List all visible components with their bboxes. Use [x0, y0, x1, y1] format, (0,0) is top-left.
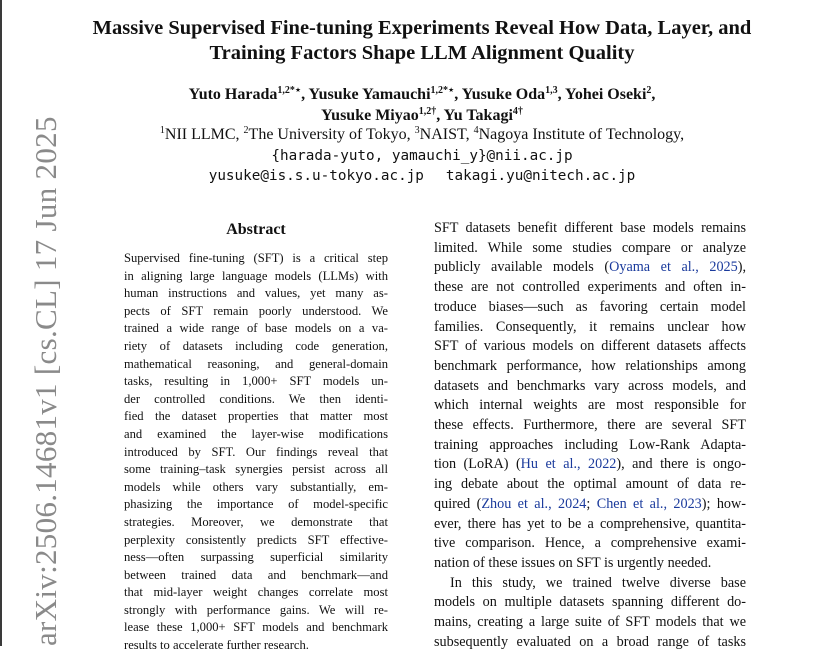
body-line: In this study, we trained twelve diverse base	[450, 574, 746, 591]
body-line: tive comparison. Hence, a comprehensive exami-	[434, 535, 746, 552]
citation-link[interactable]: Chen et al., 2023	[596, 495, 702, 512]
author-marks: 2	[646, 85, 652, 96]
arxiv-stamp: arXiv:2506.14681v1 [cs.CL] 17 Jun 2025	[28, 116, 63, 646]
author-separator: ,	[301, 86, 309, 103]
body-line: which internal weights are most responsible for	[434, 397, 746, 414]
abstract-line: trained a wide range of base models on a va-	[124, 321, 388, 336]
abstract-line: some training–task synergies persist across all	[124, 462, 388, 477]
abstract-line: between trained data and benchmark—and	[124, 567, 388, 582]
email-line: {harada-yuto, yamauchi_y}@nii.ac.jp	[271, 148, 573, 164]
body-line: families. Consequently, it remains unclear how	[434, 318, 746, 335]
abstract-line: tasks, resulting in 1,000+ SFT models un-	[124, 374, 388, 389]
body-line: training approaches including Low-Rank Adapta-	[434, 436, 746, 453]
affiliations	[60, 124, 784, 145]
body-text: tion (LoRA) (	[434, 456, 521, 473]
paper-title	[60, 16, 784, 66]
citation-link[interactable]: Zhou et al., 2024	[481, 495, 587, 512]
author-name: Yusuke Miyao	[321, 107, 419, 124]
abstract-line: strategies. Moreover, we demonstrate that	[124, 514, 388, 529]
author-separator: ,	[557, 86, 566, 103]
body-line: SFT of various models on different datasets affects	[434, 338, 746, 355]
abstract-heading: Abstract	[226, 221, 286, 238]
affiliation-number: 3	[414, 125, 420, 136]
body-text: ); how-	[701, 495, 746, 512]
body-line	[434, 495, 746, 515]
email-address: takagi.yu@nitech.ac.jp	[445, 168, 636, 184]
body-line: ever, there has yet to be a comprehensive, quantita-	[434, 515, 746, 532]
abstract-line: mathematical reasoning, and general-domain	[124, 356, 388, 371]
abstract-line: in aligning large language models (LLMs) with	[124, 268, 388, 283]
abstract-line: models while others vary substantially, em-	[124, 479, 388, 494]
affiliation-number: 4	[473, 125, 479, 136]
abstract-line: Supervised fine-tuning (SFT) is a critical step	[124, 251, 388, 265]
author-marks: 4†	[512, 106, 523, 117]
body-text: ), and there is ongo-	[616, 456, 746, 473]
abstract-line: fied the dataset properties that matter most	[124, 409, 388, 424]
affiliation-number: 2	[243, 125, 249, 136]
abstract-line: perplexity consistently predicts SFT effective-	[124, 532, 388, 547]
author-marks: 1,2*⋆	[277, 85, 302, 96]
affiliation-name: NAIST,	[419, 126, 474, 143]
author-marks: 1,3	[545, 85, 558, 96]
body-line: troduce biases—such as favoring certain model	[434, 298, 746, 315]
body-line: these effects. Furthermore, there are several SFT	[434, 417, 746, 434]
body-text: publicly available models (	[434, 259, 610, 276]
body-text: quired (	[434, 495, 482, 512]
abstract-line: pects of SFT remain poorly understood. We	[124, 303, 388, 318]
abstract-line: and examined the layer-wise modifications	[124, 426, 388, 441]
body-line: mains, creating a large suite of SFT models that we	[434, 614, 746, 631]
affiliation-number: 1	[159, 125, 165, 136]
body-line: limited. While some studies compare or analyze	[434, 239, 746, 256]
author-name: Yusuke Yamauchi	[308, 86, 431, 103]
author-marks: 1,2†	[418, 106, 437, 117]
author-name: Yohei Oseki	[565, 86, 647, 103]
author-separator: ,	[651, 86, 656, 103]
abstract-line: human instructions and values, yet many as-	[124, 286, 388, 301]
body-line: subsequently evaluated on a broad range of tasks	[434, 633, 746, 650]
author-list	[60, 84, 784, 126]
body-text: ),	[737, 259, 747, 276]
author-name: Yusuke Oda	[461, 86, 546, 103]
author-line	[60, 84, 784, 105]
body-line: datasets and benchmarks vary across models, and	[434, 377, 746, 394]
abstract-text	[124, 250, 388, 655]
page-edge	[0, 0, 2, 646]
author-separator: ,	[436, 107, 444, 124]
email-line	[60, 166, 784, 186]
body-line: models on multiple datasets spanning different do-	[434, 594, 746, 611]
body-column	[434, 219, 746, 652]
email-address: yusuke@is.s.u-tokyo.ac.jp	[208, 168, 424, 184]
body-line: benchmark performance, how relationships among	[434, 357, 746, 374]
citation-link[interactable]: Oyama et al., 2025	[609, 259, 738, 276]
abstract-line: lease these 1,000+ SFT models and benchmark	[124, 620, 388, 635]
abstract-line: that mid-layer weight changes correlate most	[124, 585, 388, 600]
title-line: Training Factors Shape LLM Alignment Quality	[209, 42, 635, 64]
author-marks: 1,2*⋆	[430, 85, 455, 96]
author-name: Yuto Harada	[188, 86, 278, 103]
abstract-line: introduced by SFT. Our findings reveal that	[124, 444, 388, 459]
author-separator: ,	[454, 86, 462, 103]
abstract-line: der controlled conditions. We then identi-	[124, 391, 388, 406]
author-line	[60, 105, 784, 126]
body-line: ing debate about the optimal amount of data re-	[434, 476, 746, 493]
body-line: SFT datasets benefit different base models remains	[434, 220, 746, 236]
body-line	[434, 258, 746, 278]
abstract-line: riety of datasets including code generation,	[124, 338, 388, 353]
body-text: ;	[586, 495, 597, 512]
body-line: these are not controlled experiments and often in-	[434, 279, 746, 296]
affiliation-name: NII LLMC,	[164, 126, 244, 143]
affiliation-name: Nagoya Institute of Technology,	[478, 126, 685, 143]
author-name: Yu Takagi	[443, 107, 513, 124]
abstract-line: strongly with performance gains. We will re-	[124, 602, 388, 617]
abstract-line: results to accelerate further research.	[124, 638, 309, 653]
title-line: Massive Supervised Fine-tuning Experiments Reveal How Data, Layer, and	[92, 17, 752, 39]
abstract-line: ness—often surpassing superficial similarity	[124, 550, 388, 565]
citation-link[interactable]: Hu et al., 2022	[520, 456, 617, 473]
body-line: nation of these issues on SFT is urgently needed.	[434, 554, 712, 571]
affiliation-name: The University of Tokyo,	[248, 126, 415, 143]
body-line	[434, 455, 746, 475]
abstract-line: phasizing the importance of model-specific	[124, 497, 388, 512]
